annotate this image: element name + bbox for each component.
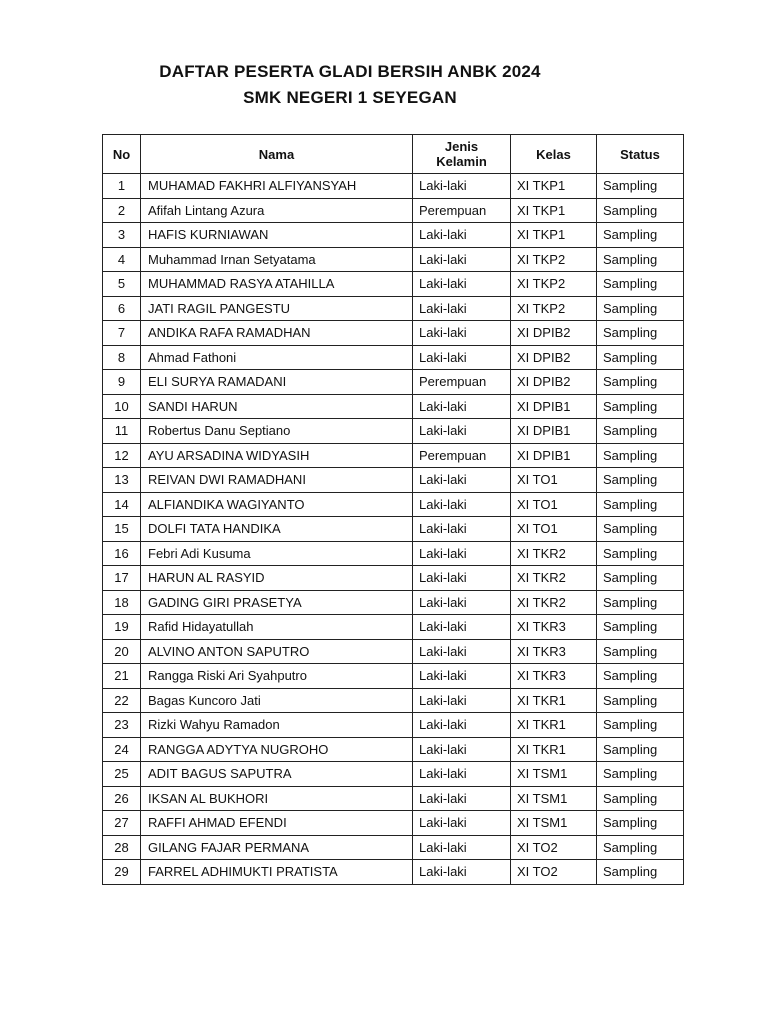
status-cell: Sampling xyxy=(597,443,684,468)
row-number-cell: 16 xyxy=(103,541,141,566)
header-jenis-kelamin xyxy=(413,135,511,174)
participant-name-cell: Febri Adi Kusuma xyxy=(141,541,413,566)
participant-name-cell: ELI SURYA RAMADANI xyxy=(141,370,413,395)
row-number-cell: 15 xyxy=(103,517,141,542)
row-number-cell: 14 xyxy=(103,492,141,517)
participant-name-cell: FARREL ADHIMUKTI PRATISTA xyxy=(141,860,413,885)
gender-cell: Laki-laki xyxy=(413,737,511,762)
table-header-row xyxy=(103,135,684,174)
row-number-cell: 13 xyxy=(103,468,141,493)
class-cell: XI TKP1 xyxy=(511,223,597,248)
table-row xyxy=(103,443,684,468)
header-jenis-kelamin-line1: Jenis xyxy=(444,139,479,154)
document-title: DAFTAR PESERTA GLADI BERSIH ANBK 2024 xyxy=(159,62,541,81)
table-row xyxy=(103,688,684,713)
row-number-cell: 7 xyxy=(103,321,141,346)
participant-name-cell: ALFIANDIKA WAGIYANTO xyxy=(141,492,413,517)
gender-cell: Laki-laki xyxy=(413,566,511,591)
header-kelas: Kelas xyxy=(511,135,597,174)
class-cell: XI TKR3 xyxy=(511,639,597,664)
class-cell: XI DPIB1 xyxy=(511,394,597,419)
participant-name-cell: ADIT BAGUS SAPUTRA xyxy=(141,762,413,787)
participant-name-cell: Ahmad Fathoni xyxy=(141,345,413,370)
participant-name-cell: HAFIS KURNIAWAN xyxy=(141,223,413,248)
class-cell: XI DPIB1 xyxy=(511,419,597,444)
status-cell: Sampling xyxy=(597,198,684,223)
row-number-cell: 28 xyxy=(103,835,141,860)
table-row xyxy=(103,811,684,836)
table-row xyxy=(103,296,684,321)
table-row xyxy=(103,541,684,566)
class-cell: XI TKR1 xyxy=(511,713,597,738)
class-cell: XI TO1 xyxy=(511,517,597,542)
status-cell: Sampling xyxy=(597,394,684,419)
participant-name-cell: GILANG FAJAR PERMANA xyxy=(141,835,413,860)
participant-name-cell: Rangga Riski Ari Syahputro xyxy=(141,664,413,689)
status-cell: Sampling xyxy=(597,762,684,787)
table-row xyxy=(103,860,684,885)
row-number-cell: 11 xyxy=(103,419,141,444)
gender-cell: Laki-laki xyxy=(413,835,511,860)
gender-cell: Laki-laki xyxy=(413,321,511,346)
status-cell: Sampling xyxy=(597,713,684,738)
status-cell: Sampling xyxy=(597,541,684,566)
participant-name-cell: Bagas Kuncoro Jati xyxy=(141,688,413,713)
table-row xyxy=(103,419,684,444)
table-row xyxy=(103,615,684,640)
participant-name-cell: Rizki Wahyu Ramadon xyxy=(141,713,413,738)
table-row xyxy=(103,762,684,787)
row-number-cell: 3 xyxy=(103,223,141,248)
gender-cell: Laki-laki xyxy=(413,419,511,444)
table-row xyxy=(103,590,684,615)
table-row xyxy=(103,517,684,542)
status-cell: Sampling xyxy=(597,345,684,370)
gender-cell: Laki-laki xyxy=(413,517,511,542)
status-cell: Sampling xyxy=(597,321,684,346)
class-cell: XI TKR1 xyxy=(511,688,597,713)
table-row xyxy=(103,223,684,248)
participant-name-cell: JATI RAGIL PANGESTU xyxy=(141,296,413,321)
class-cell: XI TO2 xyxy=(511,860,597,885)
participant-name-cell: ANDIKA RAFA RAMADHAN xyxy=(141,321,413,346)
table-row xyxy=(103,468,684,493)
row-number-cell: 12 xyxy=(103,443,141,468)
participant-name-cell: AYU ARSADINA WIDYASIH xyxy=(141,443,413,468)
row-number-cell: 21 xyxy=(103,664,141,689)
class-cell: XI TKR2 xyxy=(511,590,597,615)
status-cell: Sampling xyxy=(597,615,684,640)
row-number-cell: 22 xyxy=(103,688,141,713)
table-row xyxy=(103,198,684,223)
table-body xyxy=(103,174,684,885)
row-number-cell: 19 xyxy=(103,615,141,640)
gender-cell: Laki-laki xyxy=(413,541,511,566)
header-no: No xyxy=(103,135,141,174)
participant-name-cell: RAFFI AHMAD EFENDI xyxy=(141,811,413,836)
row-number-cell: 25 xyxy=(103,762,141,787)
participant-name-cell: MUHAMAD FAKHRI ALFIYANSYAH xyxy=(141,174,413,199)
class-cell: XI TO1 xyxy=(511,468,597,493)
class-cell: XI TKP1 xyxy=(511,198,597,223)
class-cell: XI TKR2 xyxy=(511,541,597,566)
class-cell: XI DPIB1 xyxy=(511,443,597,468)
status-cell: Sampling xyxy=(597,860,684,885)
row-number-cell: 23 xyxy=(103,713,141,738)
row-number-cell: 17 xyxy=(103,566,141,591)
table-row xyxy=(103,639,684,664)
participant-name-cell: Afifah Lintang Azura xyxy=(141,198,413,223)
table-row xyxy=(103,492,684,517)
table-row xyxy=(103,713,684,738)
row-number-cell: 18 xyxy=(103,590,141,615)
table-row xyxy=(103,664,684,689)
class-cell: XI TSM1 xyxy=(511,786,597,811)
row-number-cell: 1 xyxy=(103,174,141,199)
status-cell: Sampling xyxy=(597,590,684,615)
gender-cell: Laki-laki xyxy=(413,492,511,517)
row-number-cell: 26 xyxy=(103,786,141,811)
table-row xyxy=(103,174,684,199)
participant-name-cell: GADING GIRI PRASETYA xyxy=(141,590,413,615)
class-cell: XI DPIB2 xyxy=(511,370,597,395)
class-cell: XI TKR3 xyxy=(511,615,597,640)
row-number-cell: 4 xyxy=(103,247,141,272)
gender-cell: Laki-laki xyxy=(413,688,511,713)
class-cell: XI TSM1 xyxy=(511,762,597,787)
table-row xyxy=(103,370,684,395)
table-row xyxy=(103,566,684,591)
status-cell: Sampling xyxy=(597,737,684,762)
gender-cell: Laki-laki xyxy=(413,713,511,738)
row-number-cell: 20 xyxy=(103,639,141,664)
status-cell: Sampling xyxy=(597,272,684,297)
status-cell: Sampling xyxy=(597,223,684,248)
participant-table xyxy=(102,134,684,885)
gender-cell: Laki-laki xyxy=(413,590,511,615)
gender-cell: Laki-laki xyxy=(413,639,511,664)
table-row xyxy=(103,321,684,346)
class-cell: XI TKP2 xyxy=(511,296,597,321)
class-cell: XI TKR3 xyxy=(511,664,597,689)
class-cell: XI TO2 xyxy=(511,835,597,860)
participant-name-cell: RANGGA ADYTYA NUGROHO xyxy=(141,737,413,762)
status-cell: Sampling xyxy=(597,296,684,321)
status-cell: Sampling xyxy=(597,370,684,395)
row-number-cell: 9 xyxy=(103,370,141,395)
gender-cell: Perempuan xyxy=(413,370,511,395)
table-row xyxy=(103,737,684,762)
class-cell: XI TKP2 xyxy=(511,272,597,297)
participant-name-cell: HARUN AL RASYID xyxy=(141,566,413,591)
class-cell: XI TKP2 xyxy=(511,247,597,272)
class-cell: XI TKP1 xyxy=(511,174,597,199)
gender-cell: Laki-laki xyxy=(413,247,511,272)
status-cell: Sampling xyxy=(597,247,684,272)
row-number-cell: 8 xyxy=(103,345,141,370)
table-row xyxy=(103,272,684,297)
status-cell: Sampling xyxy=(597,811,684,836)
participant-name-cell: DOLFI TATA HANDIKA xyxy=(141,517,413,542)
gender-cell: Laki-laki xyxy=(413,272,511,297)
gender-cell: Laki-laki xyxy=(413,468,511,493)
class-cell: XI DPIB2 xyxy=(511,321,597,346)
participant-name-cell: MUHAMMAD RASYA ATAHILLA xyxy=(141,272,413,297)
gender-cell: Laki-laki xyxy=(413,296,511,321)
status-cell: Sampling xyxy=(597,517,684,542)
table-row xyxy=(103,835,684,860)
status-cell: Sampling xyxy=(597,664,684,689)
row-number-cell: 24 xyxy=(103,737,141,762)
gender-cell: Laki-laki xyxy=(413,223,511,248)
status-cell: Sampling xyxy=(597,419,684,444)
participant-name-cell: ALVINO ANTON SAPUTRO xyxy=(141,639,413,664)
gender-cell: Laki-laki xyxy=(413,394,511,419)
status-cell: Sampling xyxy=(597,688,684,713)
table-row xyxy=(103,247,684,272)
gender-cell: Laki-laki xyxy=(413,174,511,199)
table-row xyxy=(103,345,684,370)
status-cell: Sampling xyxy=(597,174,684,199)
gender-cell: Laki-laki xyxy=(413,345,511,370)
gender-cell: Laki-laki xyxy=(413,762,511,787)
row-number-cell: 10 xyxy=(103,394,141,419)
table-row xyxy=(103,786,684,811)
status-cell: Sampling xyxy=(597,639,684,664)
class-cell: XI DPIB2 xyxy=(511,345,597,370)
gender-cell: Laki-laki xyxy=(413,786,511,811)
participant-name-cell: IKSAN AL BUKHORI xyxy=(141,786,413,811)
participant-name-cell: REIVAN DWI RAMADHANI xyxy=(141,468,413,493)
gender-cell: Laki-laki xyxy=(413,664,511,689)
status-cell: Sampling xyxy=(597,492,684,517)
status-cell: Sampling xyxy=(597,786,684,811)
participant-name-cell: Muhammad Irnan Setyatama xyxy=(141,247,413,272)
gender-cell: Perempuan xyxy=(413,198,511,223)
row-number-cell: 27 xyxy=(103,811,141,836)
status-cell: Sampling xyxy=(597,468,684,493)
status-cell: Sampling xyxy=(597,835,684,860)
row-number-cell: 6 xyxy=(103,296,141,321)
participant-name-cell: SANDI HARUN xyxy=(141,394,413,419)
gender-cell: Laki-laki xyxy=(413,860,511,885)
header-jenis-kelamin-line2: Kelamin xyxy=(436,154,487,169)
row-number-cell: 5 xyxy=(103,272,141,297)
class-cell: XI TKR2 xyxy=(511,566,597,591)
header-nama: Nama xyxy=(141,135,413,174)
gender-cell: Perempuan xyxy=(413,443,511,468)
table-row xyxy=(103,394,684,419)
gender-cell: Laki-laki xyxy=(413,811,511,836)
participant-name-cell: Rafid Hidayatullah xyxy=(141,615,413,640)
gender-cell: Laki-laki xyxy=(413,615,511,640)
participant-name-cell: Robertus Danu Septiano xyxy=(141,419,413,444)
row-number-cell: 29 xyxy=(103,860,141,885)
school-name: SMK NEGERI 1 SEYEGAN xyxy=(243,88,457,107)
class-cell: XI TSM1 xyxy=(511,811,597,836)
header-status: Status xyxy=(597,135,684,174)
class-cell: XI TKR1 xyxy=(511,737,597,762)
row-number-cell: 2 xyxy=(103,198,141,223)
status-cell: Sampling xyxy=(597,566,684,591)
class-cell: XI TO1 xyxy=(511,492,597,517)
